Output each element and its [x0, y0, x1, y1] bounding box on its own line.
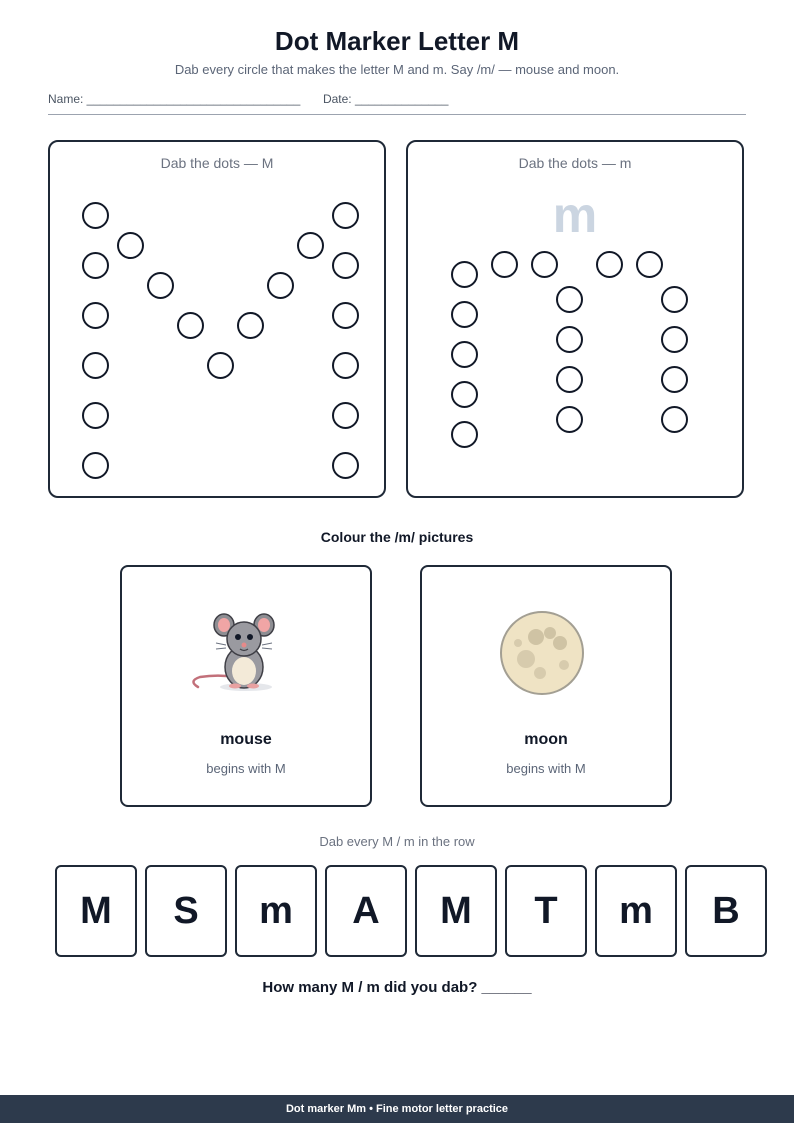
lowercase-m-dot[interactable]: [531, 251, 558, 278]
mouse-hint: begins with M: [206, 761, 286, 776]
page-title: Dot Marker Letter M: [274, 26, 520, 56]
moon-icon: [478, 587, 614, 723]
uppercase-m-dot[interactable]: [82, 302, 109, 329]
footer-text: Dot marker Mm • Fine motor letter practice: [285, 1103, 509, 1115]
lowercase-m-dot[interactable]: [661, 326, 688, 353]
mouse-icon: [178, 587, 314, 723]
uppercase-m-dot[interactable]: [82, 252, 109, 279]
uppercase-m-dot[interactable]: [332, 452, 359, 479]
uppercase-m-dot[interactable]: [82, 352, 109, 379]
uppercase-panel-title: Dab the dots — M: [160, 155, 274, 171]
pictures-heading: Colour the /m/ pictures: [320, 529, 474, 545]
name-field[interactable]: Name: ________________________________: [48, 92, 301, 106]
footer-bar: [0, 1095, 794, 1123]
letter-tile[interactable]: m: [235, 865, 317, 957]
uppercase-m-dot[interactable]: [332, 352, 359, 379]
lowercase-m-dot[interactable]: [636, 251, 663, 278]
moon-word: moon: [524, 731, 568, 748]
page-subtitle: Dab every circle that makes the letter M and m. Say /m/ — mouse and moon.: [174, 62, 620, 77]
moon-card[interactable]: [420, 565, 672, 807]
uppercase-m-dot[interactable]: [267, 272, 294, 299]
uppercase-m-dot[interactable]: [177, 312, 204, 339]
uppercase-m-dot[interactable]: [297, 232, 324, 259]
header-divider: [48, 114, 746, 115]
lowercase-m-dot[interactable]: [451, 341, 478, 368]
uppercase-m-dot[interactable]: [117, 232, 144, 259]
lowercase-m-dot[interactable]: [556, 286, 583, 313]
uppercase-m-dot[interactable]: [332, 252, 359, 279]
lowercase-m-dot[interactable]: [556, 366, 583, 393]
date-field[interactable]: Date: ______________: [322, 92, 449, 106]
letter-tile[interactable]: M: [415, 865, 497, 957]
moon-hint: begins with M: [506, 761, 586, 776]
lowercase-m-dot[interactable]: [451, 301, 478, 328]
lowercase-m-dot[interactable]: [451, 381, 478, 408]
letter-tile[interactable]: S: [145, 865, 227, 957]
uppercase-m-dot[interactable]: [82, 402, 109, 429]
letter-tile[interactable]: B: [685, 865, 767, 957]
name-date-row: [48, 92, 448, 106]
lowercase-m-dot[interactable]: [451, 421, 478, 448]
lowercase-m-dot[interactable]: [661, 366, 688, 393]
uppercase-m-dot[interactable]: [332, 202, 359, 229]
uppercase-m-dot[interactable]: [207, 352, 234, 379]
lowercase-m-dot[interactable]: [556, 406, 583, 433]
mouse-word: mouse: [220, 731, 272, 748]
uppercase-m-dot[interactable]: [237, 312, 264, 339]
letter-tile[interactable]: m: [595, 865, 677, 957]
uppercase-m-dot[interactable]: [332, 402, 359, 429]
uppercase-m-dot[interactable]: [82, 452, 109, 479]
lowercase-m-dot[interactable]: [491, 251, 518, 278]
mouse-card[interactable]: [120, 565, 372, 807]
lowercase-panel-title: Dab the dots — m: [518, 155, 632, 171]
letter-tile[interactable]: M: [55, 865, 137, 957]
letter-tile[interactable]: T: [505, 865, 587, 957]
lowercase-m-dot[interactable]: [661, 406, 688, 433]
letter-tile[interactable]: A: [325, 865, 407, 957]
ghost-letter-guide: m: [552, 187, 598, 243]
uppercase-m-dot[interactable]: [147, 272, 174, 299]
uppercase-m-dot[interactable]: [332, 302, 359, 329]
lowercase-m-dot[interactable]: [556, 326, 583, 353]
uppercase-m-dot[interactable]: [82, 202, 109, 229]
letter-row-label: Dab every M / m in the row: [319, 834, 475, 849]
lowercase-m-panel: [406, 140, 744, 498]
uppercase-m-panel: [48, 140, 386, 498]
lowercase-m-dot[interactable]: [661, 286, 688, 313]
count-prompt[interactable]: How many M / m did you dab? ______: [262, 979, 532, 996]
lowercase-m-dot[interactable]: [596, 251, 623, 278]
lowercase-m-dot[interactable]: [451, 261, 478, 288]
